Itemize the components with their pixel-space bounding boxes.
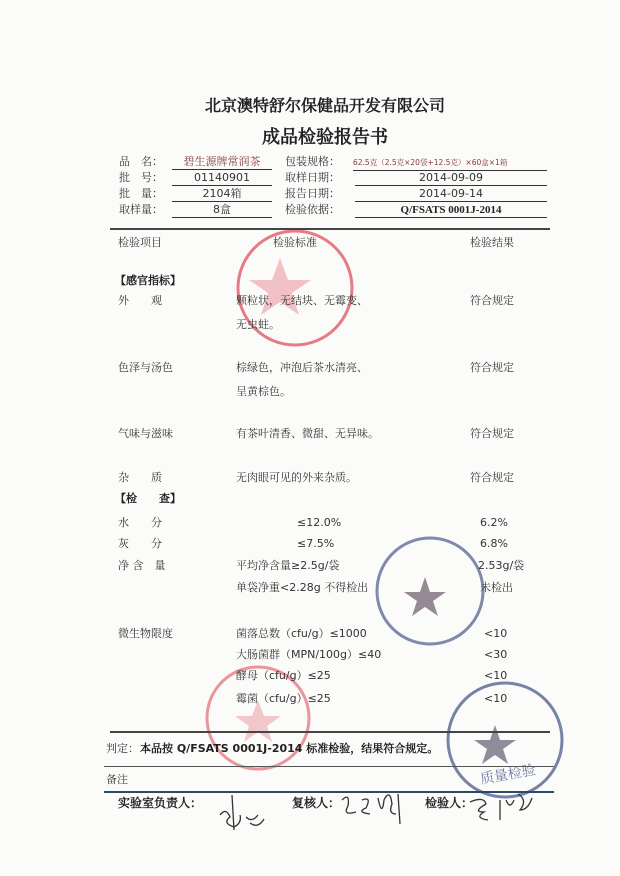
header-result: 检验结果 (470, 236, 514, 249)
remarks-label: 备注 (106, 773, 128, 786)
standard: 有茶叶清香、微甜、无异味。 (236, 427, 379, 440)
company-name: 北京澳特舒尔保健品开发有限公司 (204, 96, 445, 115)
sample-date-label: 取样日期： (285, 171, 340, 184)
signature-reviewer (342, 794, 400, 824)
standard: 无虫蛀。 (236, 318, 280, 331)
item: 微生物限度 (118, 627, 173, 640)
section-sensory: 【感官指标】 (115, 274, 181, 287)
divider (104, 791, 554, 793)
divider (110, 731, 550, 733)
sample-qty: 8盒 (172, 203, 272, 218)
header-item: 检验项目 (118, 236, 162, 249)
header-standard: 检验标准 (273, 236, 317, 249)
section-check: 【检 查】 (115, 492, 181, 505)
standard: 菌落总数（cfu/g）≤1000 (236, 627, 367, 640)
basis-label: 检验依据： (285, 203, 340, 216)
report-date-label: 报告日期： (285, 187, 340, 200)
item: 水 分 (118, 516, 162, 529)
basis: Q/FSATS 0001J-2014 (355, 203, 547, 218)
result: <10 (484, 627, 508, 640)
standard: 霉菌（cfu/g）≤25 (236, 692, 331, 705)
package-label: 包装规格： (285, 155, 340, 168)
standard: 棕绿色，冲泡后茶水清亮、 (236, 361, 368, 374)
product-name: 碧生源牌常润茶 (172, 155, 272, 170)
item: 杂 质 (118, 471, 162, 484)
batch-no-label: 批 号： (119, 171, 163, 184)
standard: 呈黄棕色。 (236, 385, 291, 398)
report-date: 2014-09-14 (355, 187, 547, 202)
result: 6.2% (480, 516, 508, 529)
result: 符合规定 (470, 361, 514, 374)
standard: ≤7.5% (297, 537, 335, 550)
result: 6.8% (480, 537, 508, 550)
sample-date: 2014-09-09 (355, 171, 547, 186)
result: <30 (484, 648, 508, 661)
item: 净 含 量 (118, 559, 166, 572)
standard: 无肉眼可见的外来杂质。 (236, 471, 357, 484)
sample-qty-label: 取样量： (119, 203, 163, 216)
result: 符合规定 (470, 471, 514, 484)
item: 外 观 (118, 294, 162, 307)
signature-lab-head (220, 795, 264, 830)
result: 2.53g/袋 (478, 559, 525, 572)
standard: 颗粒状，无结块、无霉变、 (236, 294, 368, 307)
standard: ≤12.0% (297, 516, 342, 529)
standard: 酵母（cfu/g）≤25 (236, 669, 331, 682)
product-name-label: 品 名： (119, 155, 163, 168)
divider (110, 228, 550, 230)
verdict-text: 本品按 Q/FSATS 0001J-2014 标准检验，结果符合规定。 (140, 742, 439, 755)
verdict-label: 判定： (106, 742, 139, 755)
item: 色泽与汤色 (118, 361, 173, 374)
batch-qty-label: 批 量： (119, 187, 163, 200)
batch-no: 01140901 (172, 171, 272, 186)
result: 符合规定 (470, 294, 514, 307)
report-title: 成品检验报告书 (262, 127, 388, 148)
item: 灰 分 (118, 537, 162, 550)
result: 未检出 (480, 581, 513, 594)
inspector-label: 检验人： (425, 796, 474, 810)
standard: 平均净含量≥2.5g/袋 (236, 559, 340, 572)
standard: 大肠菌群（MPN/100g）≤40 (236, 648, 382, 661)
package-spec: 62.5克（2.5克×20袋+12.5克）×60盒×1箱 (353, 156, 547, 171)
blue-stamp-middle (377, 538, 483, 644)
batch-qty: 2104箱 (172, 187, 272, 202)
result: <10 (484, 669, 508, 682)
quality-stamp-text: 质量检验 (479, 762, 537, 788)
result: <10 (484, 692, 508, 705)
standard: 单袋净重<2.28g 不得检出 (236, 581, 369, 594)
divider (104, 766, 554, 767)
item: 气味与滋味 (118, 427, 173, 440)
result: 符合规定 (470, 427, 514, 440)
lab-head-label: 实验室负责人： (118, 796, 203, 810)
reviewer-label: 复核人： (292, 796, 341, 810)
